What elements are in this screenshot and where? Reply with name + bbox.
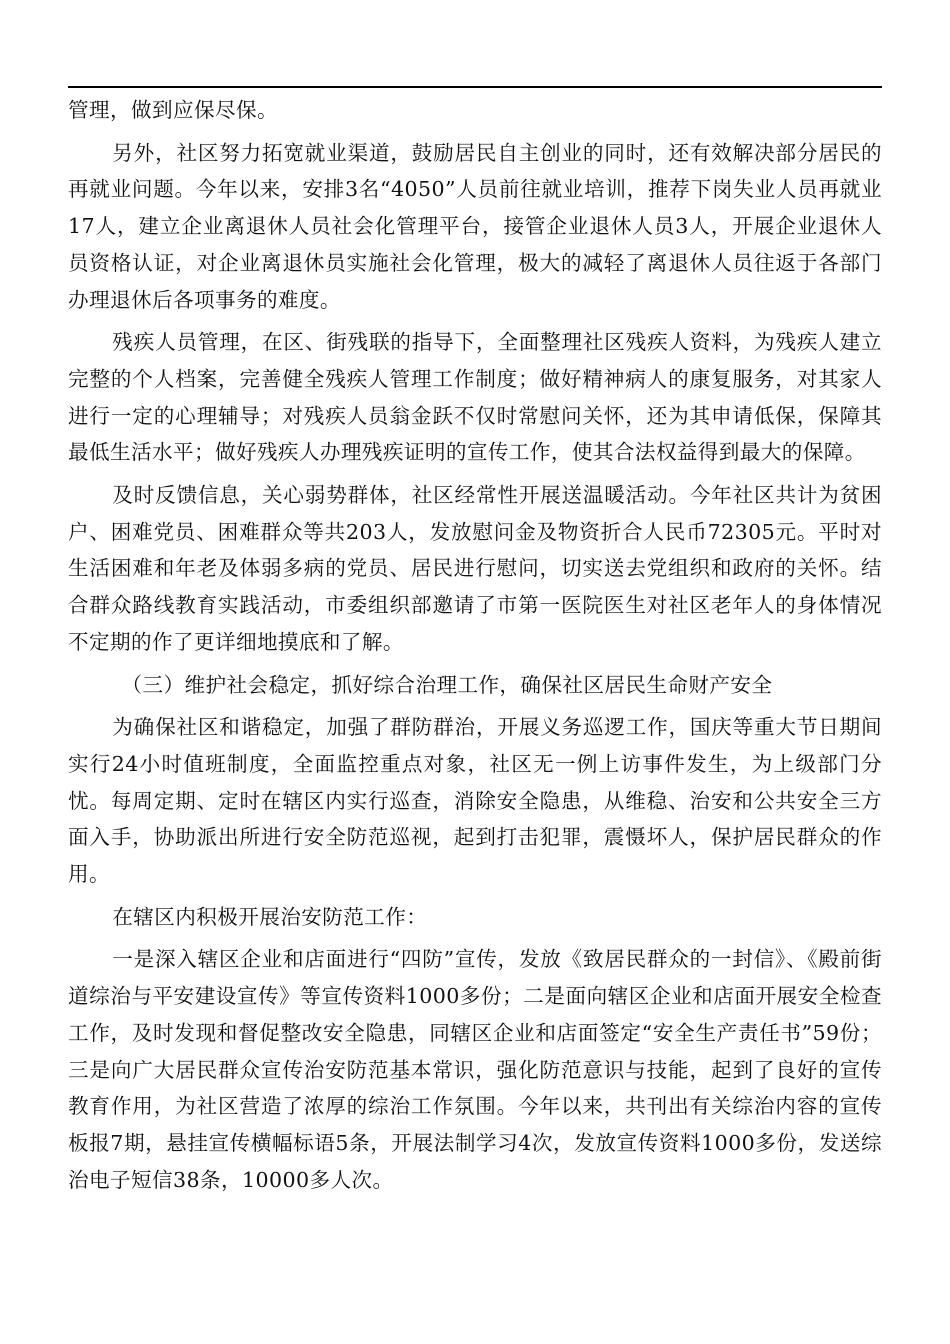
paragraph-security-intro: 在辖区内积极开展治安防范工作：	[112, 904, 428, 929]
paragraph-employment: 另外，社区努力拓宽就业渠道，鼓励居民自主创业的同时，还有效解决部分居民的再就业问题。今年以来，安排3名“4050”人员前往就业培训，推荐下岗失业人员再就业17人，建立企业离退休人员社会化管理平台，接管企业退休人员3人，开展企业退休人员资格认证，对企业离退休员实施社会化管理，极大的减轻了离退休人员往返于各部门办理退休后各项事务的难度。	[68, 140, 882, 312]
paragraph-stability: 为确保社区和谐稳定，加强了群防群治，开展义务巡逻工作，国庆等重大节日期间实行24小时值班制度，全面监控重点对象，社区无一例上访事件发生，为上级部门分忧。每周定期、定时在辖区内实行巡查，消除安全隐患，从维稳、治安和公共安全三方面入手，协助派出所进行安全防范巡视，起到打击犯罪，震慑坏人，保护居民群众的作用。	[68, 715, 882, 887]
paragraph-welfare: 及时反馈信息，关心弱势群体，社区经常性开展送温暖活动。今年社区共计为贫困户、困难党员、困难群众等共203人，发放慰问金及物资折合人民币72305元。平时对生活困难和年老及体弱多病的党员、居民进行慰问，切实送去党组织和政府的关怀。结合群众路线教育实践活动，市委组织部邀请了市第一医院医生对社区老年人的身体情况不定期的作了更详细地摸底和了解。	[68, 483, 882, 654]
paragraph-continuation: 管理，做到应保尽保。	[68, 98, 278, 122]
section-heading: （三）维护社会稳定，抓好综合治理工作，确保社区居民生命财产安全	[121, 672, 773, 697]
paragraph-disability: 残疾人员管理，在区、街残联的指导下，全面整理社区残疾人资料，为残疾人建立完整的个人档案，完善健全残疾人管理工作制度；做好精神病人的康复服务，对其家人进行一定的心理辅导；对残疾人员翁金跃不仅时常慰问关怀，还为其申请低保，保障其最低生活水平；做好残疾人办理残疾证明的宣传工作，使其合法权益得到最大的保障。	[68, 330, 882, 465]
header-rule	[68, 86, 882, 88]
paragraph-security-details: 一是深入辖区企业和店面进行“四防”宣传，发放《致居民群众的一封信》、《殿前街道综治与平安建设宣传》等宣传资料1000多份；二是面向辖区企业和店面开展安全检查工作，及时发现和督促整改安全隐患，同辖区企业和店面签定“安全生产责任书”59份；三是向广大居民群众宣传治安防范基本常识，强化防范意识与技能，起到了良好的宣传教育作用，为社区营造了浓厚的综治工作氛围。今年以来，共刊出有关综治内容的宣传板报7期，悬挂宣传横幅标语5条，开展法制学习4次，发放宣传资料1000多份，发送综治电子短信38条，10000多人次。	[68, 947, 882, 1192]
document-body	[68, 92, 882, 1204]
